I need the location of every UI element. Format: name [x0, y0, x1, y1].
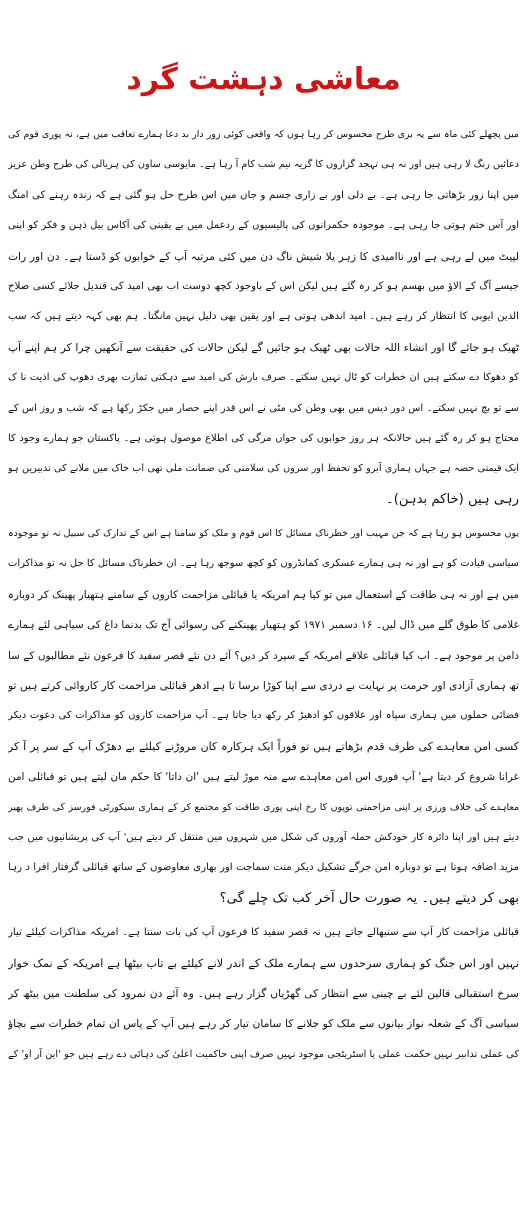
text-line: لپیٹ میں لے رہی ہے اور ناامیدی کا زہر یلا شیش ناگ دن میں کئی مرتبہ آپ کے خوابوں کو ڈستا ہے۔ دن اور رات: [8, 249, 519, 263]
paragraph: [8, 519, 519, 914]
text-line: مزید اضافہ ہوتا ہے تو دوبارہ امن جرگے تشکیل دیکر منت سماجت اور بھاری معاوضوں کے ساتھ قبائلی گرفتار افرا د رہا: [8, 862, 519, 874]
paragraph: [8, 918, 519, 1070]
text-line: بھی کر دیتے ہیں۔ یہ صورت حال آخر کب تک چلے گی؟: [219, 890, 519, 906]
text-line: میں پچھلے کئی ماہ سے یہ بری طرح محسوس کر رہا ہوں کہ واقعی کوئی زور دار بد دعا ہمارے تعاقب میں ہے، نہ پوری قوم کی: [8, 129, 519, 140]
text-line: ایک قیمتی حصہ ہے جہاں ہماری آبرو کو تحفظ اور سروں کی سلامتی کی ضمانت ملی تھی اب خاک میں ملانے کی تدبیریں ہو: [8, 463, 519, 475]
text-line: کسی امن معاہدے کی طرف قدم بڑھاتے ہیں تو فوراً ایک ہرکارہ کان مروڑنے کیلئے بے دھڑک آپ کے سر پر آ کر: [8, 739, 519, 753]
text-line: الدین ایوبی کا انتظار کر رہے ہیں۔ امید اندھی ہوتی ہے اور یقین بھی دلیل نہیں مانگتا۔ ہم بھی کہہ دیتے ہیں کہ سب: [8, 311, 519, 323]
text-line: قبائلی مزاحمت کار آپ سے سنبھالے جاتے ہیں نہ قصر سفید کا فرعون آپ کی بات سنتا ہے۔ امریکہ مذاکرات کیلئے تیار: [8, 927, 519, 939]
text-line: یوں محسوس ہو رہا ہے کہ جن مہیب اور خطرناک مسائل کا اس قوم و ملک کو سامنا ہے اس کے تدارک کی سبیل نہ تو موجودہ: [8, 528, 519, 540]
paragraph: [8, 120, 519, 515]
text-line: نہیں اور اس جنگ کو ہماری سرحدوں سے ہمارے ملک کے اندر لانے کیلئے بے تاب بیٹھا ہے امریکہ کے نمک خوار: [8, 956, 519, 970]
text-line: دامن پر موجود ہے۔ اب کیا قبائلی علاقے امریکہ کے سپرد کر دیں؟ آئے دن نئے قصر سفید کا فرعون نئے مطالبوں کے سا: [8, 649, 519, 662]
text-line: معاہدے کی خلاف ورزی پر اپنی مزاحمتی توپوں کا رخ اپنی پوری طاقت کو مجتمع کر کے ہماری سیکورٹی فورسز کی طرف پھیر: [8, 801, 519, 813]
text-line: میں ہے اور نہ ہی طاقت کے استعمال میں تو کیا ہم امریکہ یا قبائلی مزاحمت کاروں کے سامنے ہتھیار پھینک کر دوبارہ: [8, 588, 519, 601]
text-line: جیسے آگ کے الاؤ میں بھسم ہو کر رہ گئے ہیں لیکن اس کے باوجود کچھ دوست اب بھی امید کی قندیل جلائے کسی صلاح: [8, 280, 519, 292]
text-line: میں اپنا زور بڑھاتی جا رہی ہے۔ بے دلی اور بے زاری جسم و جاں میں اس طرح حل ہو گئی ہے کہ زندہ رہنے کی امنگ: [8, 189, 519, 201]
text-line: سرخ استقبالی قالین لئے بے چینی سے انتظار کی گھڑیاں گزار رہے ہیں۔ وہ آئے دن نمرود کی سلطنت میں بیٹھ کر: [8, 986, 519, 1000]
text-line: رہی ہیں (خاکم بدہن)۔: [385, 491, 519, 507]
text-line: اور آس ختم ہوتی جا رہی ہے۔ موجودہ حکمرانوں کی پالیسیوں کے ردعمل میں بے یقینی کی آکاس بیل ذہن و فکر کو اپنی: [8, 220, 519, 232]
text-line: دعائیں رنگ لا رہی ہیں اور نہ ہی تہجد گزاروں کا گریہ نیم شب کام آ رہا ہے۔ مایوسی ساون کی ہریالی کی طرح وطن عزیز: [8, 159, 519, 171]
text-line: کی عملی تدابیر نہیں حکمت عملی یا اسٹریٹجی موجود نہیں صرف اپنی حاکمیت اعلیٰ کی دہائی دے رہے ہیں جو 'این آر او' کے: [8, 1048, 519, 1060]
text-line: محتاج ہو کر رہ گئے ہیں حالانکہ ہر روز خوابوں کی جواں مرگی کی اطلاع موصول ہوتی ہے۔ پاکستان جو ہمارے وجود کا: [8, 432, 519, 444]
text-line: سیاسی قیادت کو ہے اور نہ ہی ہمارے عسکری کمانڈروں کو کچھ سوجھ رہا ہے۔ ان خطرناک مسائل کا حل نہ تو مذاکرات: [8, 558, 519, 570]
text-line: غلامی کا طوق گلے میں ڈال لیں۔ ۱۶ دسمبر ۱۹۷۱ کو ہتھیار پھینکنے کی رسوائی آج تک بدنما داغ کی سیاہی لئے ہمارے: [8, 619, 519, 632]
text-line: تھ ہماری آزادی اور حرمت پر نہایت بے دردی سے اپنا کوڑا برسا تا ہے ادھر قبائلی مزاحمت کار کاروائی کرتے ہیں تو: [8, 679, 519, 693]
article-title: معاشی دہشت گرد: [126, 62, 401, 97]
text-line: فضائی حملوں میں ہماری سپاہ اور علاقوں کو ادھیڑ کر رکھ دیا جاتا ہے۔ آپ مزاحمت کاروں کو مذاکرات کی دعوت دیکر: [8, 710, 519, 722]
text-line: سیاسی آگ کے شعلہ نواز بیانوں سے ملک کو جلانے کا سامان تیار کر رہے ہیں آپ کے پاس ان تمام خطرات سے بچاؤ: [8, 1017, 519, 1031]
text-line: دیتے ہیں اور اپنا دائرہ کار خودکش حملہ آوروں کی شکل میں شہروں میں منتقل کر دیتے ہیں' آپ کی پریشانیوں میں جب: [8, 831, 519, 843]
text-line: کو دھوکا دے سکتے ہیں ان خطرات کو ٹال نہیں سکتے۔ صرف بارش کی امید سے دہکتی تمازت بھری دھوپ کی اذیت نا ک: [8, 372, 519, 384]
text-line: ٹھیک ہو جائے گا اور انشاء اللہ حالات بھی ٹھیک ہو جائیں گے لیکن حالات کی حقیقت سے آنکھیں چرا کر ہم اپنے آپ: [8, 340, 519, 354]
text-line: سے تو بچ نہیں سکتے۔ اس دور دیس میں بھی وطن کی مٹی نے اس قدر اپنے حصار میں جکڑ رکھا ہے کہ شب و روز اس کے: [8, 402, 519, 414]
article-body: [8, 120, 519, 1070]
text-line: غرانا شروع کر دیتا ہے' آپ فوری اس امن معاہدے سے منہ موڑ لیتے ہیں 'ان داتا' کا حکم مان لیتے ہیں تو قبائلی امن: [8, 771, 519, 784]
